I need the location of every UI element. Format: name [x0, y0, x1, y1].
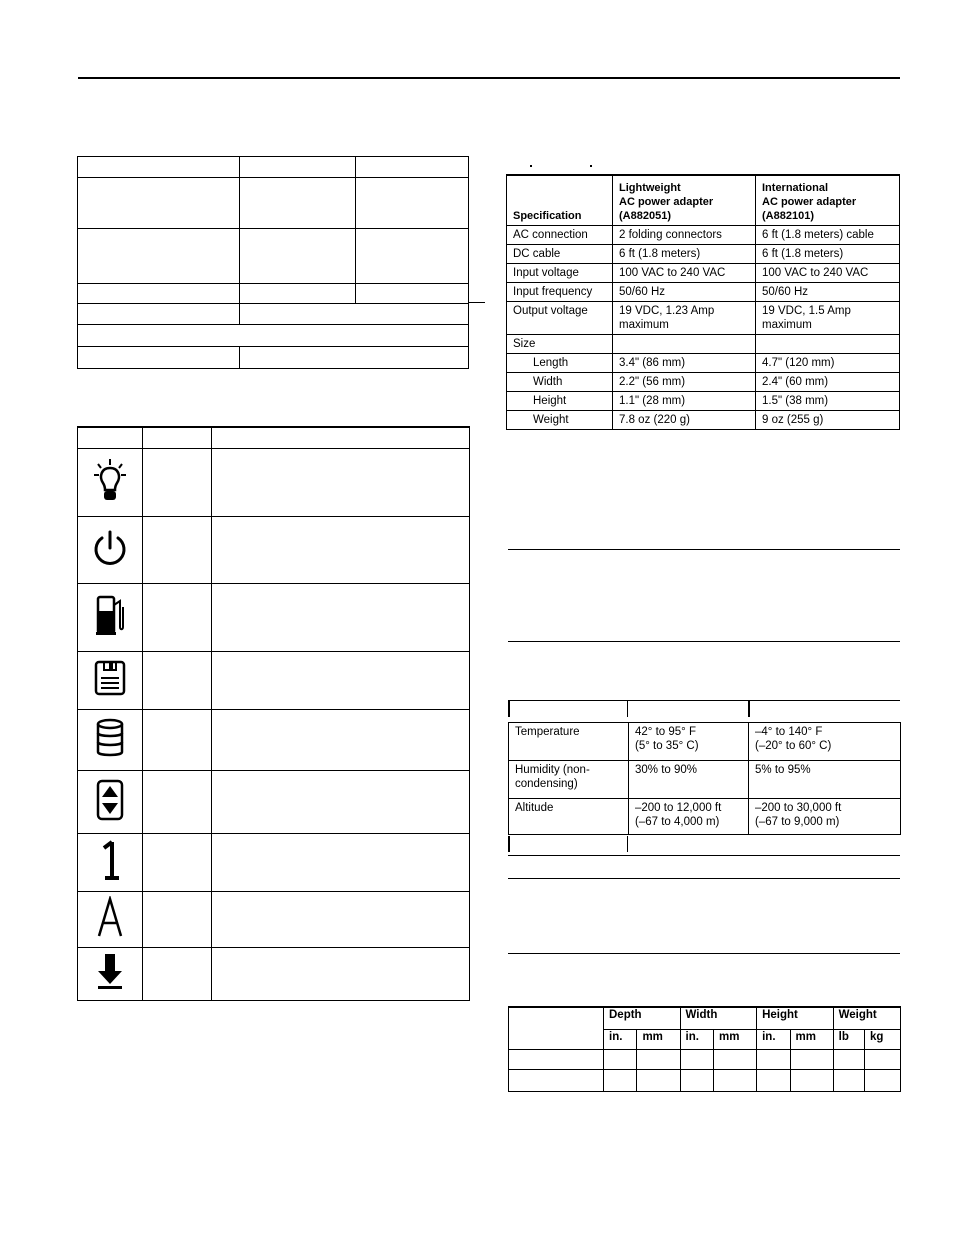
group-height: Height: [757, 1007, 834, 1029]
tick-mark: [530, 165, 532, 167]
status-icon-table: [77, 426, 470, 1001]
table-row: Temperature 42° to 95° F (5° to 35° C) –4° to 140° F (–20° to 60° C): [509, 723, 901, 761]
unit-label: in.: [680, 1029, 713, 1049]
table-row: Altitude –200 to 12,000 ft (–67 to 4,000 m) –200 to 30,000 ft (–67 to 9,000 m): [509, 799, 901, 835]
dimensions-table: [508, 1006, 901, 1092]
table-row: Length 3.4" (86 mm) 4.7" (120 mm): [507, 353, 900, 372]
hard-disk-icon: [93, 717, 127, 759]
unit-label: lb: [833, 1029, 864, 1049]
table-row: Input frequency 50/60 Hz 50/60 Hz: [507, 282, 900, 301]
tick-mark: [590, 165, 592, 167]
group-weight: Weight: [833, 1007, 900, 1029]
table-row: [509, 1049, 901, 1069]
environment-table: [508, 722, 901, 835]
section-rule: [508, 549, 900, 550]
table-row: Humidity (non- condensing) 30% to 90% 5% to 95%: [509, 761, 901, 799]
env-header-divider: [627, 701, 628, 717]
power-adapter-table: [506, 174, 900, 430]
table-row: [509, 1069, 901, 1091]
section-rule: [508, 878, 900, 879]
header-international: International AC power adapter (A882101): [756, 175, 900, 225]
unit-label: in.: [604, 1029, 637, 1049]
env-header-divider: [508, 701, 510, 717]
env-footer-divider: [627, 836, 628, 852]
callout-line: [469, 302, 485, 303]
env-header-divider: [748, 701, 750, 717]
fuel-gauge-icon: [93, 593, 127, 637]
power-icon: [90, 528, 130, 568]
unit-label: kg: [864, 1029, 900, 1049]
table-row: Weight 7.8 oz (220 g) 9 oz (255 g): [507, 410, 900, 429]
group-depth: Depth: [604, 1007, 681, 1029]
caps-lock-icon: [95, 896, 125, 938]
table-row: Height 1.1" (28 mm) 1.5" (38 mm): [507, 391, 900, 410]
unit-label: mm: [637, 1029, 680, 1049]
env-footer-rule: [508, 855, 900, 856]
light-bulb-icon: [90, 457, 130, 503]
top-rule: [78, 77, 900, 79]
table-row: DC cable 6 ft (1.8 meters) 6 ft (1.8 meters): [507, 244, 900, 263]
num-lock-icon: [95, 839, 125, 881]
unit-label: mm: [714, 1029, 757, 1049]
download-arrow-icon: [95, 952, 125, 992]
scroll-lock-icon: [95, 779, 125, 821]
left-spec-table: [77, 156, 469, 369]
unit-label: mm: [790, 1029, 833, 1049]
section-rule: [508, 953, 900, 954]
env-header-rule: [508, 700, 900, 701]
header-lightweight: Lightweight AC power adapter (A882051): [613, 175, 756, 225]
header-specification: Specification: [507, 175, 613, 225]
floppy-disk-icon: [93, 659, 127, 697]
env-footer-divider: [508, 836, 510, 852]
group-width: Width: [680, 1007, 757, 1029]
table-row: Width 2.2" (56 mm) 2.4" (60 mm): [507, 372, 900, 391]
table-row: Input voltage 100 VAC to 240 VAC 100 VAC to 240 VAC: [507, 263, 900, 282]
table-row: AC connection 2 folding connectors 6 ft (1.8 meters) cable: [507, 225, 900, 244]
unit-label: in.: [757, 1029, 790, 1049]
table-row: Output voltage 19 VDC, 1.23 Amp maximum 19 VDC, 1.5 Amp maximum: [507, 301, 900, 334]
table-row: Size: [507, 334, 900, 353]
section-rule: [508, 641, 900, 642]
